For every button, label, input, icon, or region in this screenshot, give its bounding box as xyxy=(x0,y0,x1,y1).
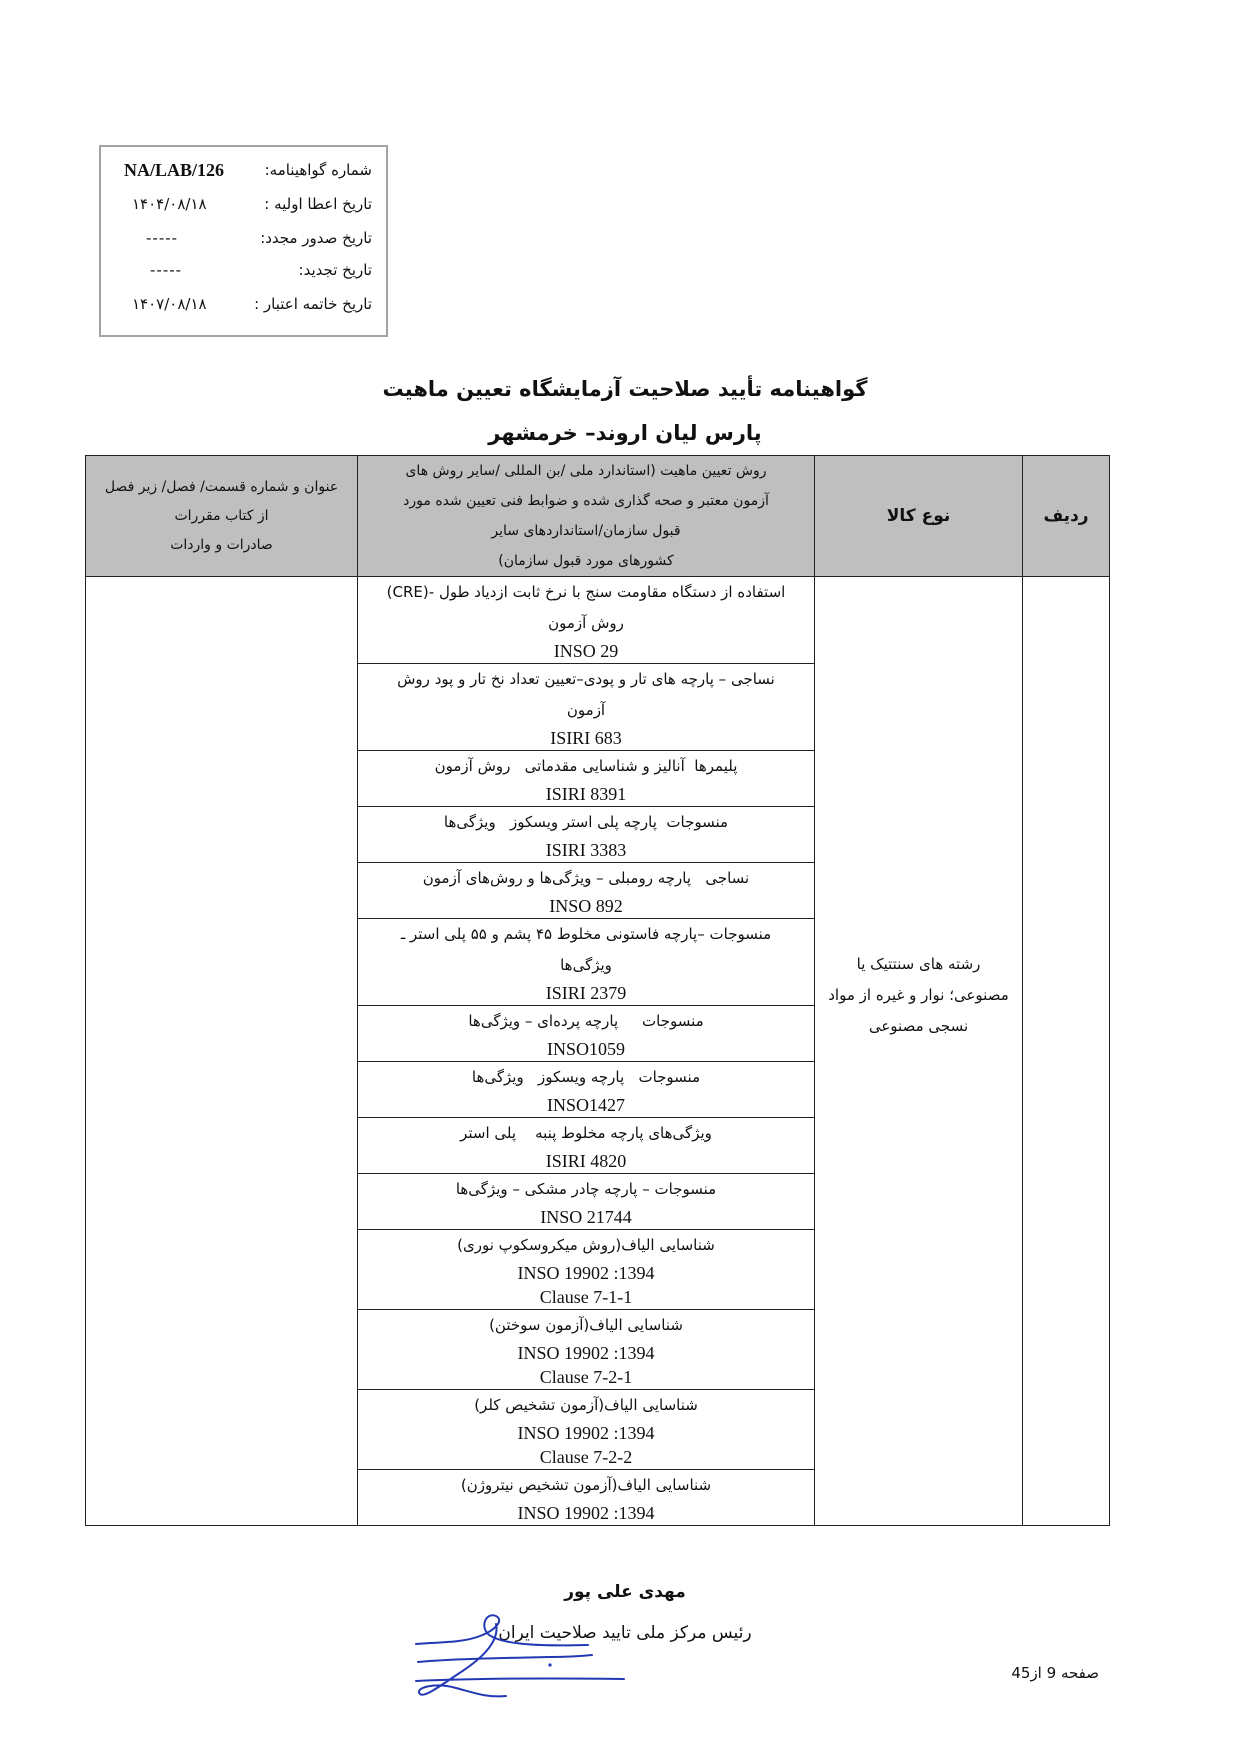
initial-grant-date-label: تاریخ اعطا اولیه : xyxy=(264,195,372,213)
method-title-line: شناسایی الیاف(آزمون تشخیص نیتروژن) xyxy=(460,1476,712,1494)
goods-type-line: مصنوعی؛ نوار و غیره از مواد xyxy=(828,986,1009,1004)
method-title-line: منسوجات پارچه پلی استر ویسکوز ویژگی‌ها xyxy=(443,813,729,831)
method-row xyxy=(358,863,814,919)
method-title-line: استفاده از دستگاه مقاومت سنج با نرخ ثابت ازدیاد طول -(CRE) xyxy=(386,583,786,601)
header-method-line: کشورهای مورد قبول سازمان) xyxy=(498,553,674,569)
method-title-line: روش آزمون xyxy=(548,614,624,632)
method-title-line: منسوجات پارچه پرده‌ای – ویژگی‌ها xyxy=(468,1012,704,1030)
laboratory-name: پارس لیان اروند– خرمشهر xyxy=(488,421,762,445)
standard-code: INSO 29 xyxy=(553,641,619,661)
standard-code: INSO 19902 :1394 xyxy=(517,1263,655,1283)
header-method xyxy=(358,456,815,577)
renewal-date-label: تاریخ تجدید: xyxy=(298,261,372,279)
standard-code: INSO 19902 :1394 xyxy=(517,1503,655,1523)
method-row xyxy=(358,1174,814,1230)
signatory-name: مهدی علی پور xyxy=(564,1582,686,1602)
certificate-number-label: شماره گواهینامه: xyxy=(264,161,372,179)
standard-code: INSO 892 xyxy=(549,896,623,916)
header-regulation-line: عنوان و شماره قسمت/ فصل/ زیر فصل xyxy=(104,478,339,495)
method-row xyxy=(358,577,814,664)
method-row xyxy=(358,1062,814,1118)
goods-type-line: نسجی مصنوعی xyxy=(868,1017,969,1035)
reissue-date-label: تاریخ صدور مجدد: xyxy=(260,229,372,247)
reissue-date-value: ----- xyxy=(146,229,179,247)
expiry-date-value: ۱۴۰۷/۰۸/۱۸ xyxy=(132,295,207,313)
standard-code: INSO 19902 :1394 xyxy=(517,1343,655,1363)
header-regulation xyxy=(86,456,358,577)
standard-code: ISIRI 2379 xyxy=(545,983,627,1003)
method-title-line: منسوجات – پارچه چادر مشکی – ویژگی‌ها xyxy=(455,1180,717,1198)
renewal-date-row xyxy=(101,255,386,285)
method-title-line: شناسایی الیاف(آزمون تشخیص کلر) xyxy=(474,1396,698,1414)
renewal-date-value: ----- xyxy=(150,261,183,279)
method-row xyxy=(358,807,814,863)
header-regulation-line: صادرات و واردات xyxy=(170,536,273,553)
method-row xyxy=(358,1470,814,1526)
method-title-line: شناسایی الیاف(روش میکروسکوپ نوری) xyxy=(457,1236,715,1254)
standard-code: INSO 19902 :1394 xyxy=(517,1423,655,1443)
header-goods-type: نوع کالا xyxy=(815,456,1023,577)
header-row-number: ردیف xyxy=(1023,456,1110,577)
standard-code: ISIRI 683 xyxy=(550,728,622,748)
document-title: گواهینامه تأیید صلاحیت آزمایشگاه تعیین ماهیت xyxy=(382,377,868,401)
reissue-date-row xyxy=(101,223,386,253)
standard-code: ISIRI 8391 xyxy=(545,784,627,804)
header-method-line: روش تعیین ماهیت (استاندارد ملی /بن المللی /سایر روش های xyxy=(405,463,767,479)
method-title-line: منسوجات –پارچه فاستونی مخلوط ۴۵ پشم و ۵۵ پلی استر ـ xyxy=(400,925,772,943)
standard-code: INSO1059 xyxy=(546,1039,625,1059)
method-title-line: شناسایی الیاف(آزمون سوختن) xyxy=(489,1316,683,1334)
header-method-line: قبول سازمان/استانداردهای سایر xyxy=(491,523,681,539)
signatory-position: رئیس مرکز ملی تایید صلاحیت ایران xyxy=(498,1623,752,1643)
row-number-cell xyxy=(1023,577,1110,1526)
method-title-line: پلیمرها آنالیز و شناسایی مقدماتی روش آزمون xyxy=(434,757,738,775)
method-row xyxy=(358,919,814,1006)
method-title-line: آزمون xyxy=(566,701,606,719)
standard-code: Clause 7-2-2 xyxy=(539,1447,633,1467)
certificate-info-box xyxy=(99,145,388,337)
standard-code: ISIRI 3383 xyxy=(545,840,627,860)
header-regulation-line: از کتاب مقررات xyxy=(174,507,269,524)
standard-code: INSO 21744 xyxy=(540,1207,632,1227)
method-row xyxy=(358,1310,814,1390)
method-title-line: نساجی – پارچه های تار و پودی–تعیین تعداد نخ تار و پود روش xyxy=(397,670,775,688)
initial-grant-date-value: ۱۴۰۴/۰۸/۱۸ xyxy=(132,195,207,213)
method-title-line: نساجی پارچه رومبلی – ویژگی‌ها و روش‌های آزمون xyxy=(422,869,750,887)
regulation-cell xyxy=(86,577,358,1526)
standard-code: ISIRI 4820 xyxy=(545,1151,627,1171)
method-row xyxy=(358,1006,814,1062)
scope-table xyxy=(85,455,1110,1526)
expiry-date-label: تاریخ خاتمه اعتبار : xyxy=(254,295,372,313)
handwritten-signature xyxy=(410,1612,632,1704)
certificate-number-row xyxy=(101,155,386,185)
standard-code: Clause 7-2-1 xyxy=(539,1367,633,1387)
initial-grant-date-row xyxy=(101,189,386,219)
certificate-number-value: NA/LAB/126 xyxy=(124,160,225,180)
goods-type-cell xyxy=(815,577,1023,1526)
method-title-line: ویژگی‌ها xyxy=(560,956,612,974)
page-number: صفحه 9 از45 xyxy=(1011,1664,1099,1682)
method-row xyxy=(358,1230,814,1310)
standard-code: INSO1427 xyxy=(546,1095,625,1115)
header-method-line: آزمون معتبر و صحه گذاری شده و ضوابط فنی تعیین شده مورد xyxy=(403,493,769,509)
standard-code: Clause 7-1-1 xyxy=(539,1287,633,1307)
method-title-line: منسوجات پارچه ویسکوز ویژگی‌ها xyxy=(471,1068,701,1086)
method-cell xyxy=(358,577,815,1526)
method-row xyxy=(358,1390,814,1470)
method-row xyxy=(358,664,814,751)
goods-type-line: رشته های سنتتیک یا xyxy=(856,955,981,973)
method-title-line: ویژگی‌های پارچه مخلوط پنبه پلی استر xyxy=(460,1124,712,1142)
method-row xyxy=(358,751,814,807)
method-row xyxy=(358,1118,814,1174)
expiry-date-row xyxy=(101,289,386,319)
